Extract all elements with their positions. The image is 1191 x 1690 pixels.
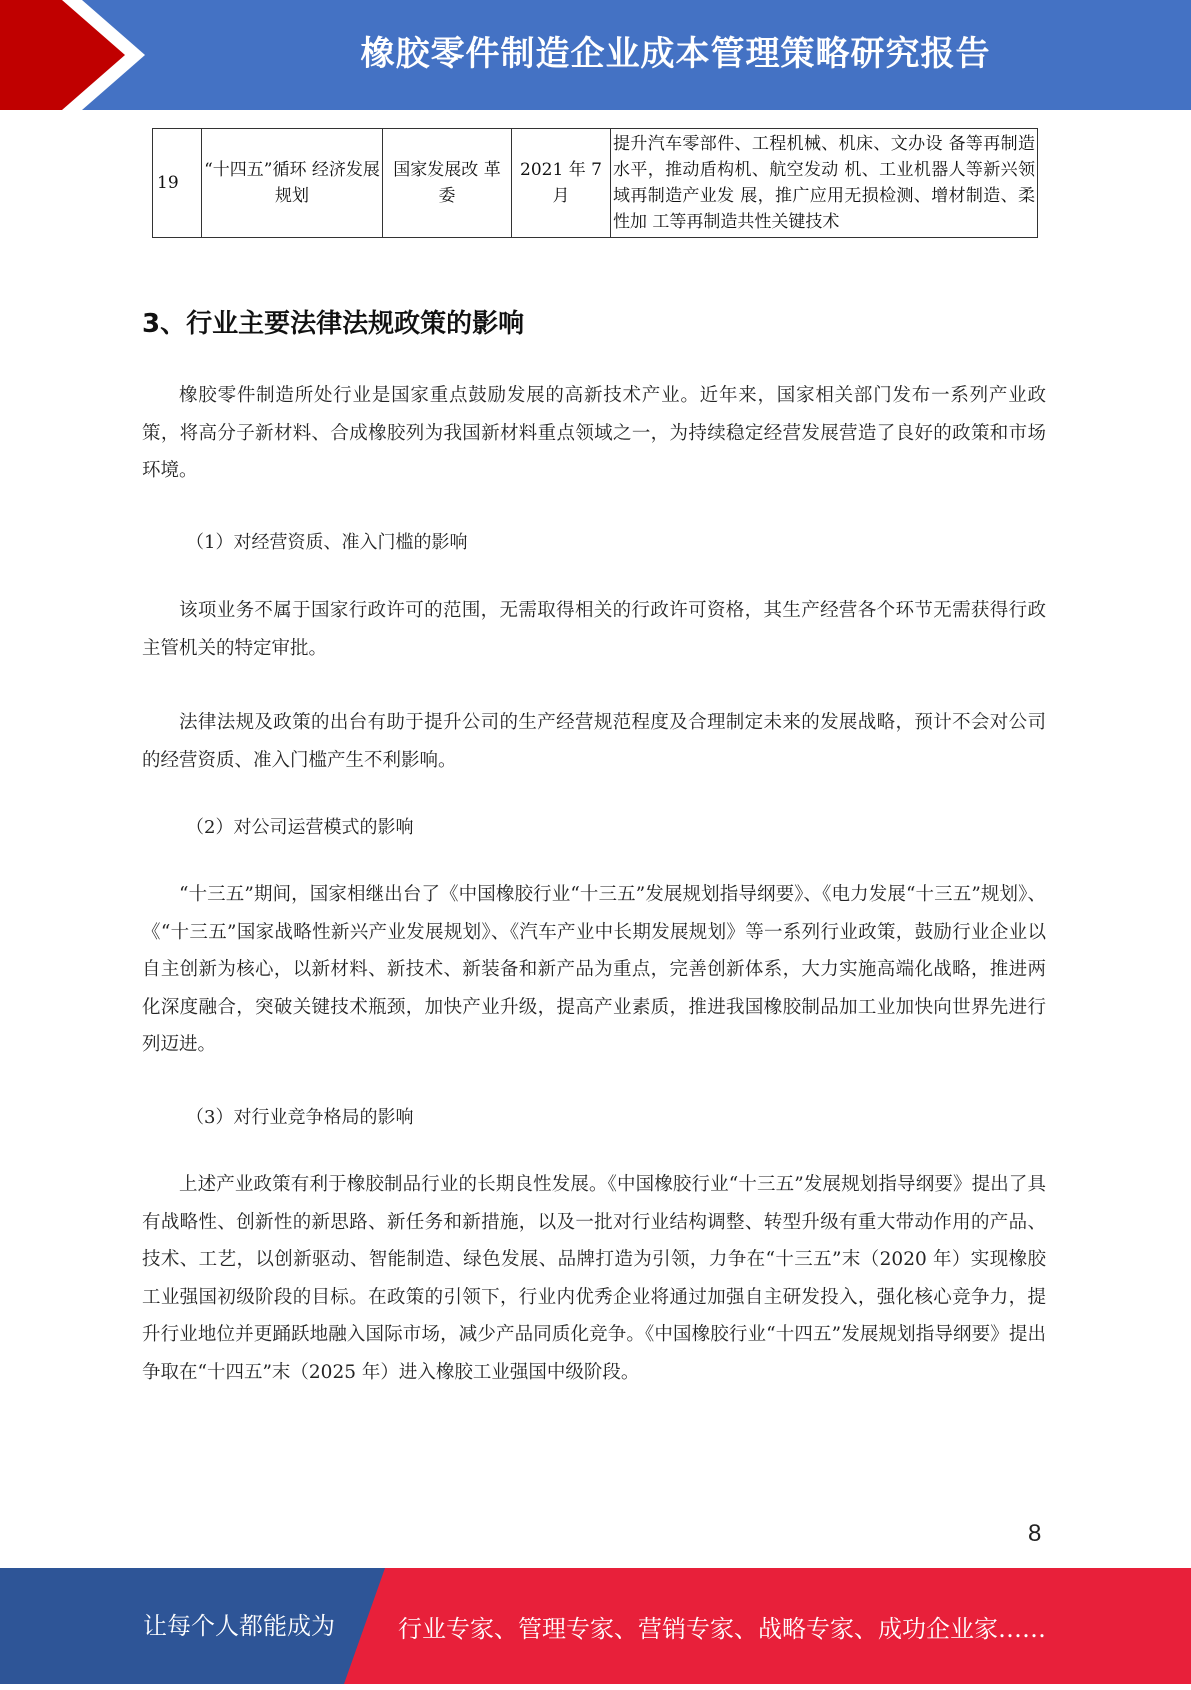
table-row [153, 129, 1038, 238]
issue-date: 2021 年 7月 [512, 129, 611, 238]
page-header [0, 0, 1191, 110]
subheading-competition: （3）对行业竞争格局的影响 [186, 1107, 414, 1128]
subheading-operation: （2）对公司运营模式的影响 [186, 817, 414, 838]
paragraph-license: 该项业务不属于国家行政许可的范围，无需取得相关的行政许可资格，其生产经营各个环节无需获得行政主管机关的特定审批。 [142, 600, 1046, 659]
footer-slogan-right: 行业专家、管理专家、营销专家、战略专家、成功企业家…… [398, 1615, 1046, 1643]
report-title: 橡胶零件制造企业成本管理策略研究报告 [360, 34, 991, 74]
issuing-agency: 国家发展改 革委 [383, 129, 512, 238]
policy-name: “十四五”循环 经济发展规划 [202, 129, 383, 238]
policy-table [152, 128, 1038, 238]
section-title: 3、行业主要法律法规政策的影响 [142, 309, 525, 339]
page-number: 8 [1028, 1520, 1042, 1547]
footer-slogan-left: 让每个人都能成为 [143, 1612, 335, 1640]
paragraph-operation: “十三五”期间，国家相继出台了《中国橡胶行业“十三五”发展规划指导纲要》、《电力发展“十三五”规划》、《“十三五”国家战略性新兴产业发展规划》、《汽车产业中长期发展规划》等一系列行业政策，鼓励行业企业以自主创新为核心，以新材料、新技术、新装备和新产品为重点，完善创新体系，大力实施高端化战略，推进两化深度融合，突破关键技术瓶颈，加快产业升级，提高产业素质，推进我国橡胶制品加工业加快向世界先进行列迈进。 [142, 884, 1046, 1055]
paragraph-competition: 上述产业政策有利于橡胶制品行业的长期良性发展。《中国橡胶行业“十三五”发展规划指导纲要》提出了具有战略性、创新性的新思路、新任务和新措施，以及一批对行业结构调整、转型升级有重大带动作用的产品、技术、工艺，以创新驱动、智能制造、绿色发展、品牌打造为引领，力争在“十三五”末（2020 年）实现橡胶工业强国初级阶段的目标。在政策的引领下，行业内优秀企业将通过加强自主研发投入，强化核心竞争力，提升行业地位并更踊跃地融入国际市场，减少产品同质化竞争。《中国橡胶行业“十四五”发展规划指导纲要》提出争取在“十四五”末（2025 年）进入橡胶工业强国中级阶段。 [142, 1174, 1046, 1383]
policy-description: 提升汽车零部件、工程机械、机床、文办设 备等再制造水平，推动盾构机、航空发动 机、工业机器人等新兴领域再制造产业发 展，推广应用无损检测、增材制造、柔性加 工等再制造共性关键技术 [611, 129, 1038, 238]
paragraph-impact: 法律法规及政策的出台有助于提升公司的生产经营规范程度及合理制定未来的发展战略，预计不会对公司的经营资质、准入门槛产生不利影响。 [142, 712, 1046, 771]
subheading-qualification: （1）对经营资质、准入门槛的影响 [186, 532, 468, 553]
intro-paragraph: 橡胶零件制造所处行业是国家重点鼓励发展的高新技术产业。近年来，国家相关部门发布一系列产业政策，将高分子新材料、合成橡胶列为我国新材料重点领域之一，为持续稳定经营发展营造了良好的政策和市场环境。 [142, 385, 1046, 481]
row-number: 19 [153, 129, 202, 238]
